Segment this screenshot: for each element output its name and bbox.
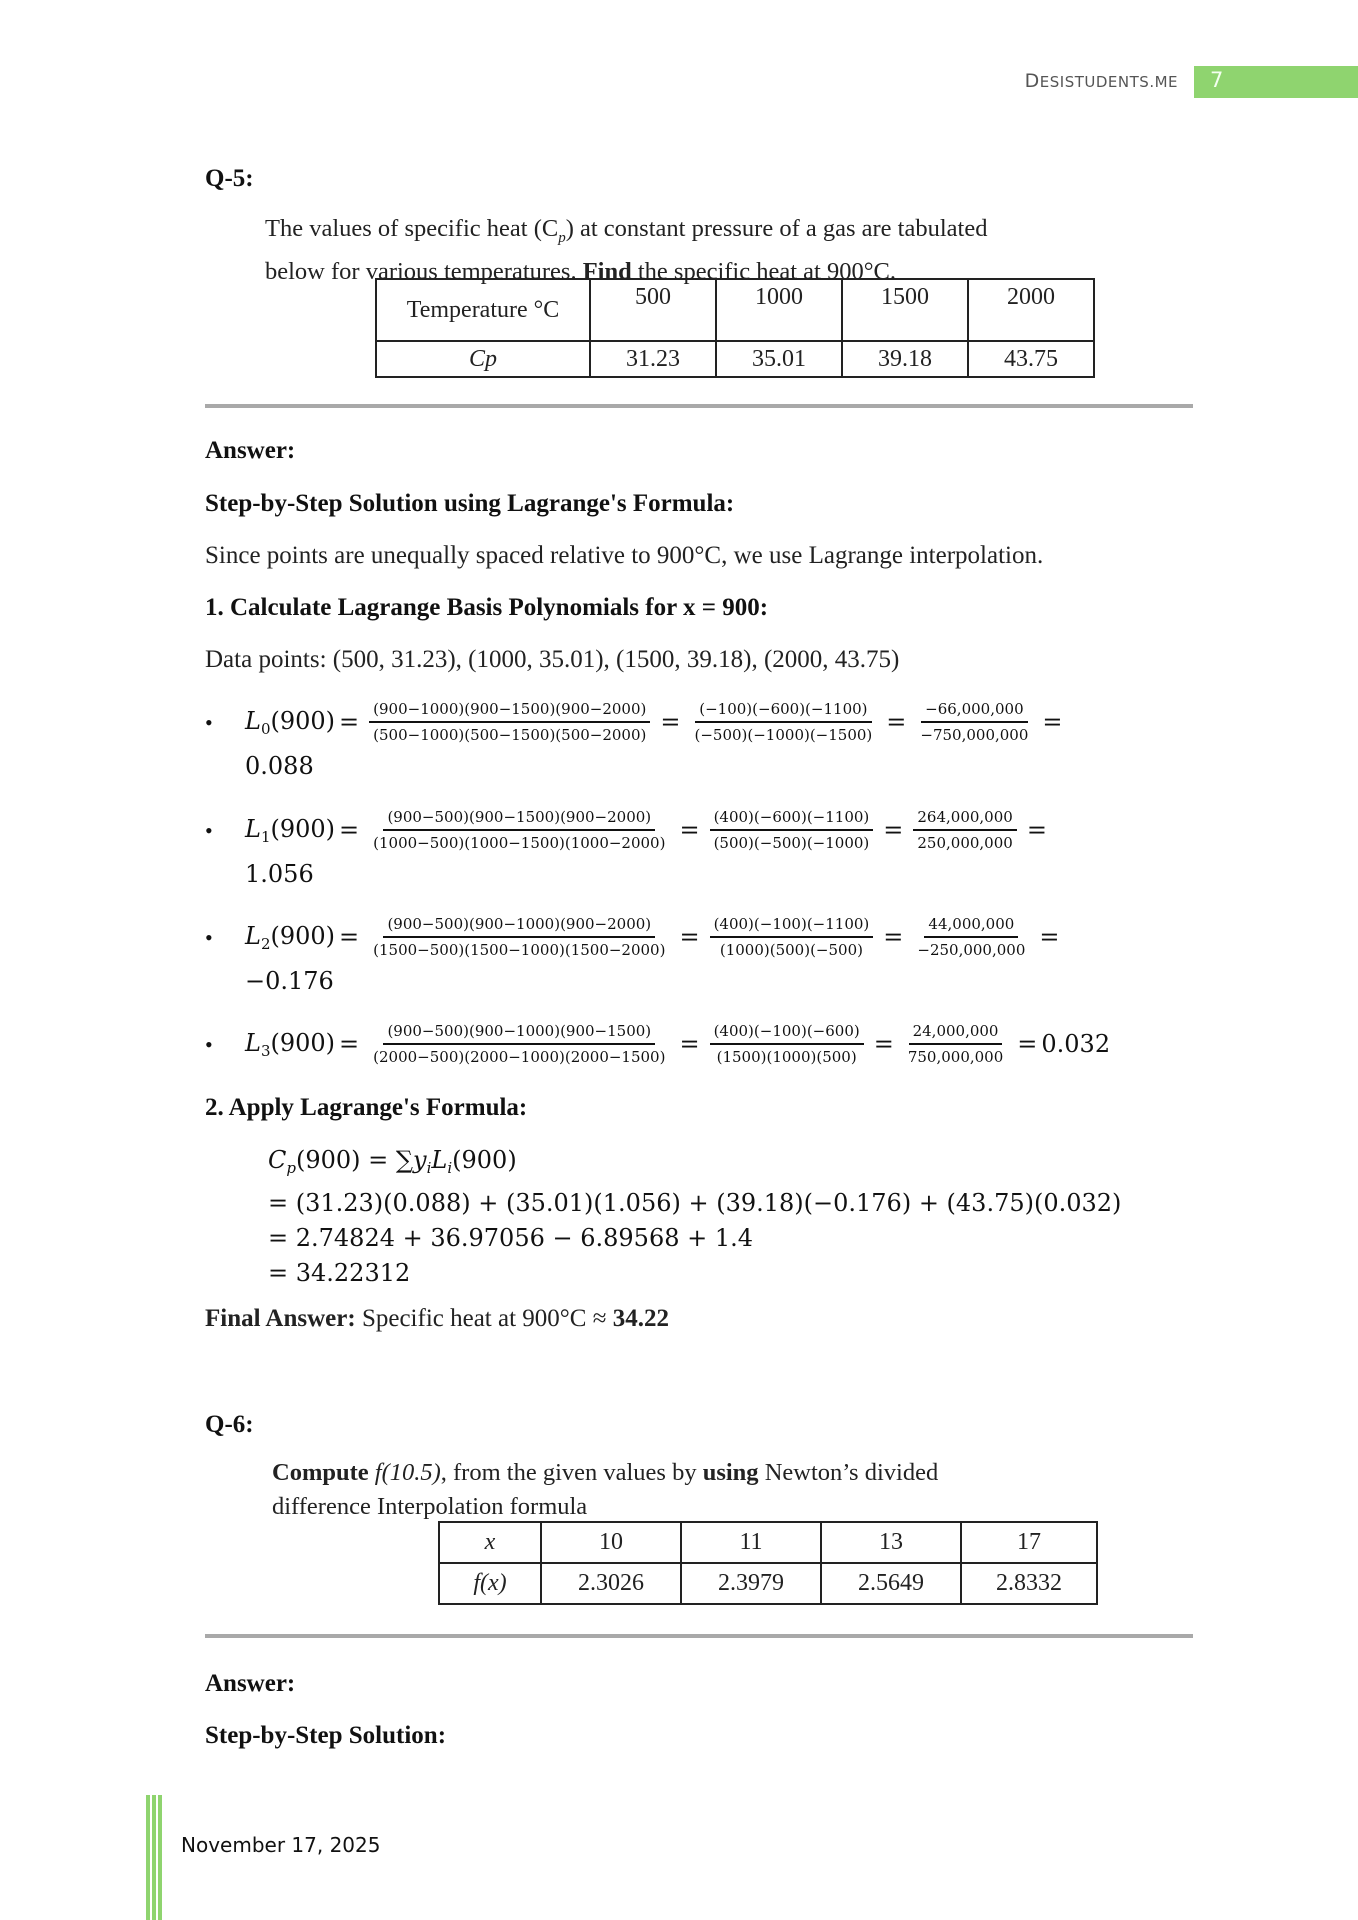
intro-text: Since points are unequally spaced relative to 900°C, we use Lagrange interpolation. — [205, 542, 1044, 569]
table-row — [376, 279, 1094, 341]
bullet-icon: • — [205, 818, 213, 843]
footer-accent-bar — [146, 1795, 150, 1920]
q5-bold-word: Find — [582, 257, 632, 285]
table-cell: 1500 — [842, 279, 968, 341]
table-cell: 10 — [541, 1522, 681, 1563]
equals-sign: = — [679, 923, 700, 951]
fraction-denominator: (−500)(−1000)(−1500) — [694, 726, 873, 744]
basis-arg: (900) — [270, 706, 336, 735]
formula-line: = 2.74824 + 36.97056 − 6.89568 + 1.4 — [268, 1224, 754, 1252]
site-name — [1025, 70, 1178, 92]
question-6-table — [438, 1521, 1098, 1605]
site-name-tld: .ME — [1149, 73, 1178, 91]
fraction-denominator: (1500)(1000)(500) — [716, 1048, 857, 1066]
bullet-icon: • — [205, 925, 213, 950]
fraction-numerator: (900−500)(900−1000)(900−1500) — [383, 1022, 655, 1045]
fraction-numerator: (−100)(−600)(−1100) — [695, 700, 871, 723]
answer-6-label: Answer: — [205, 1670, 296, 1697]
basis-arg: (900) — [270, 814, 336, 843]
bullet-icon: • — [205, 1032, 213, 1057]
question-6-label: Q-6: — [205, 1411, 254, 1438]
basis-result: −0.176 — [245, 967, 334, 995]
table-header-fx: f(x) — [439, 1563, 541, 1604]
formula-line: $C_p(900) = \sum y_iL_i(900)$ — [268, 1146, 517, 1177]
method-heading: Step-by-Step Solution using Lagrange's Formula: — [205, 490, 735, 517]
equals-sign: = — [1026, 816, 1047, 844]
fraction-denominator: (2000−500)(2000−1000)(2000−1500) — [373, 1048, 666, 1066]
question-6-line-1 — [272, 1456, 938, 1490]
data-points-text: Data points: (500, 31.23), (1000, 35.01), (1500, 39.18), (2000, 43.75) — [205, 646, 900, 673]
q5-text-part: ) at constant pressure of a gas are tabulated — [565, 215, 988, 242]
formula-line: = 34.22312 — [268, 1259, 411, 1287]
equals-sign: = — [339, 816, 360, 844]
table-cell: 11 — [681, 1522, 821, 1563]
fraction-denominator: 750,000,000 — [907, 1048, 1004, 1066]
question-5-label: Q-5: — [205, 165, 254, 192]
question-5-table — [375, 278, 1095, 378]
question-6-text — [272, 1456, 938, 1524]
q5-text-part: below for various temperatures. — [265, 257, 583, 285]
fraction-numerator: (400)(−600)(−1100) — [710, 808, 874, 831]
basis-arg: (900) — [270, 921, 336, 950]
fraction-denominator: (1500−500)(1500−1000)(1500−2000) — [373, 941, 666, 959]
fraction-numerator: 24,000,000 — [909, 1022, 1003, 1045]
table-cell: 35.01 — [716, 341, 842, 377]
final-answer — [205, 1305, 669, 1333]
fraction-numerator: (900−500)(900−1000)(900−2000) — [383, 915, 655, 938]
basis-lhs — [245, 707, 335, 738]
basis-polynomial-row — [245, 700, 1067, 744]
basis-polynomial-row — [245, 1022, 1110, 1066]
fraction-product — [916, 700, 1032, 744]
q6-text-part: , from the given values by — [440, 1459, 703, 1486]
fraction-numerator: −66,000,000 — [921, 700, 1027, 723]
basis-index: 2 — [260, 934, 271, 953]
fraction-evaluated — [710, 915, 874, 959]
basis-result: 1.056 — [245, 860, 314, 888]
fraction-expanded — [369, 700, 650, 744]
table-cell: 2000 — [968, 279, 1094, 341]
basis-symbol: L — [245, 921, 261, 950]
fraction-numerator: (900−1000)(900−1500)(900−2000) — [369, 700, 650, 723]
fraction-product — [913, 808, 1016, 852]
q6-bold-word: using — [702, 1459, 759, 1486]
fraction-numerator: 44,000,000 — [924, 915, 1018, 938]
bullet-icon: • — [205, 710, 213, 735]
equals-sign: = — [1039, 923, 1060, 951]
fraction-expanded — [369, 1022, 669, 1066]
table-cell: 2.3979 — [681, 1563, 821, 1604]
basis-lhs — [245, 922, 335, 953]
answer-label: Answer: — [205, 437, 296, 464]
table-cell: 500 — [590, 279, 716, 341]
fraction-denominator: (500)(−500)(−1000) — [713, 834, 870, 852]
site-name-body: ESISTUDENTS — [1039, 73, 1150, 91]
basis-result: 0.032 — [1041, 1030, 1111, 1058]
equals-sign: = — [883, 816, 904, 844]
fraction-evaluated — [710, 1022, 864, 1066]
table-row — [376, 341, 1094, 377]
equals-sign: = — [886, 708, 907, 736]
fraction-denominator: −750,000,000 — [920, 726, 1029, 744]
table-cell: 39.18 — [842, 341, 968, 377]
fraction-product — [913, 915, 1029, 959]
fraction-evaluated — [710, 808, 874, 852]
footer-accent-bar — [152, 1795, 156, 1920]
final-answer-text: Specific heat at 900°C ≈ — [355, 1305, 613, 1332]
table-row — [439, 1522, 1097, 1563]
table-cell: 13 — [821, 1522, 961, 1563]
q5-subscript: p — [558, 229, 566, 246]
equals-sign: = — [873, 1030, 894, 1058]
fraction-denominator: 250,000,000 — [917, 834, 1013, 852]
basis-lhs — [245, 815, 335, 846]
equals-sign: = — [883, 923, 904, 951]
basis-symbol: L — [245, 706, 261, 735]
table-row — [439, 1563, 1097, 1604]
table-cell: 2.5649 — [821, 1563, 961, 1604]
equals-sign: = — [339, 708, 360, 736]
section-divider — [205, 1634, 1193, 1638]
table-header-temperature: Temperature °C — [376, 279, 590, 341]
question-6-line-2: difference Interpolation formula — [272, 1493, 588, 1520]
table-header-x: x — [439, 1522, 541, 1563]
basis-polynomial-row — [245, 915, 1063, 959]
basis-index: 3 — [260, 1041, 271, 1060]
basis-polynomial-row — [245, 808, 1051, 852]
fraction-expanded — [369, 808, 669, 852]
basis-symbol: L — [245, 814, 261, 843]
question-5-line-1 — [265, 212, 987, 255]
equals-sign: = — [679, 816, 700, 844]
fraction-numerator: (400)(−100)(−1100) — [710, 915, 874, 938]
fraction-denominator: (1000)(500)(−500) — [719, 941, 863, 959]
footer-date: November 17, 2025 — [181, 1833, 381, 1857]
equals-sign: = — [679, 1030, 700, 1058]
basis-index: 1 — [260, 827, 271, 846]
site-name-initial: D — [1024, 70, 1040, 92]
equals-sign: = — [660, 708, 681, 736]
answer-6-method-heading: Step-by-Step Solution: — [205, 1722, 447, 1749]
fraction-denominator: (1000−500)(1000−1500)(1000−2000) — [373, 834, 666, 852]
equals-sign: = — [1042, 708, 1063, 736]
q5-text-part: The values of specific heat (C — [265, 215, 559, 242]
final-answer-label: Final Answer: — [205, 1305, 356, 1332]
equals-sign: = — [339, 1030, 360, 1058]
fraction-denominator: (500−1000)(500−1500)(500−2000) — [373, 726, 647, 744]
basis-lhs — [245, 1029, 335, 1060]
final-answer-value: 34.22 — [612, 1305, 669, 1332]
fraction-denominator: −250,000,000 — [917, 941, 1026, 959]
formula-line: = (31.23)(0.088) + (35.01)(1.056) + (39.18)(−0.176) + (43.75)(0.032) — [268, 1189, 1122, 1217]
section-divider — [205, 404, 1193, 408]
q6-function: f(10.5) — [368, 1459, 441, 1486]
fraction-product — [904, 1022, 1007, 1066]
fraction-numerator: (900−500)(900−1500)(900−2000) — [383, 808, 655, 831]
page-number: 7 — [1210, 68, 1224, 92]
q6-bold-word: Compute — [272, 1459, 369, 1486]
table-cell: 31.23 — [590, 341, 716, 377]
fraction-numerator: (400)(−100)(−600) — [710, 1022, 864, 1045]
equals-sign: = — [339, 923, 360, 951]
lagrange-formula — [268, 1143, 1121, 1291]
step-2-heading: 2. Apply Lagrange's Formula: — [205, 1094, 528, 1121]
fraction-numerator: 264,000,000 — [913, 808, 1016, 831]
table-cell: 17 — [961, 1522, 1097, 1563]
basis-arg: (900) — [270, 1028, 336, 1057]
q6-text-part: Newton’s divided — [758, 1459, 939, 1486]
q5-text-part: the specific heat at 900°C. — [631, 257, 896, 285]
table-cell: 2.8332 — [961, 1563, 1097, 1604]
table-header-cp: Cp — [376, 341, 590, 377]
table-cell: 1000 — [716, 279, 842, 341]
equals-sign: = — [1017, 1030, 1038, 1058]
fraction-evaluated — [690, 700, 876, 744]
basis-index: 0 — [260, 719, 271, 738]
fraction-expanded — [369, 915, 669, 959]
table-cell: 2.3026 — [541, 1563, 681, 1604]
step-1-heading: 1. Calculate Lagrange Basis Polynomials for x = 900: — [205, 594, 769, 621]
table-cell: 43.75 — [968, 341, 1094, 377]
footer-accent-bar — [158, 1795, 162, 1920]
basis-symbol: L — [245, 1028, 261, 1057]
basis-result: 0.088 — [245, 752, 314, 780]
